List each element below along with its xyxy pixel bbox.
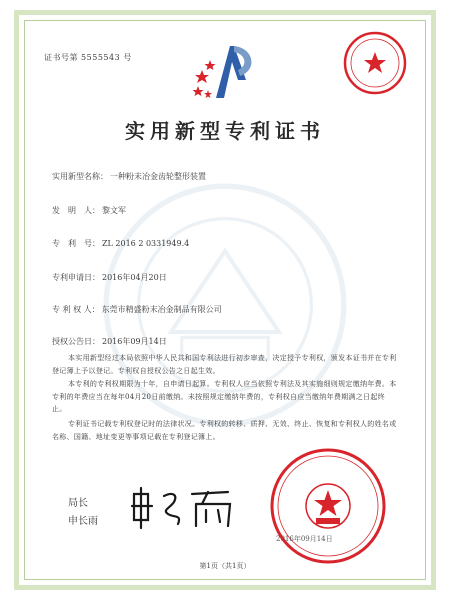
page-number: 第1页（共1页） <box>199 562 251 570</box>
paragraph-term-and-fees: 本专利的专利权期限为十年，自申请日起算。专利权人应当依照专利法及其实施细则规定缴纳年费。本专利的年费应当在每年04月20日前缴纳。未按照规定缴纳年费的，专利权自应当缴纳年费期满之日起终止。 <box>52 380 397 413</box>
handwritten-signature <box>130 484 250 530</box>
paragraph-legal-status: 专利证书记载专利权登记时的法律状况。专利权的转移、质押、无效、终止、恢复和专利权人的姓名或名称、国籍、地址变更等事项记载在专利登记簿上。 <box>52 420 397 441</box>
certificate-title: 实用新型专利证书 <box>125 119 325 143</box>
red-seal-stamp-icon <box>342 30 408 96</box>
patent-office-logo-icon <box>188 40 268 104</box>
national-ip-office-seal-icon <box>268 446 388 566</box>
director-name: 申长雨 <box>68 516 98 527</box>
field-grant-date: 授权公告日： 2016年09月14日 <box>52 337 167 346</box>
certificate-number: 证书号第 5555543 号 <box>44 53 132 62</box>
seal-date: 2016年09月14日 <box>276 535 333 543</box>
field-inventor: 发 明 人： 黎文军 <box>52 206 126 215</box>
field-utility-model-name: 实用新型名称： 一种粉末冶金齿轮整形装置 <box>52 172 206 181</box>
field-patent-number: 专 利 号： ZL 2016 2 0331949.4 <box>52 239 190 248</box>
field-application-date: 专利申请日： 2016年04月20日 <box>52 273 167 282</box>
field-patentee: 专 利 权 人： 东莞市精盛粉末冶金制品有限公司 <box>52 305 222 314</box>
director-title: 局长 <box>68 498 88 509</box>
paragraph-grant-statement: 本实用新型经过本局依照中华人民共和国专利法进行初步审查，决定授予专利权，颁发本证书并在专利登记簿上予以登记。专利权自授权公告之日起生效。 <box>52 354 397 375</box>
